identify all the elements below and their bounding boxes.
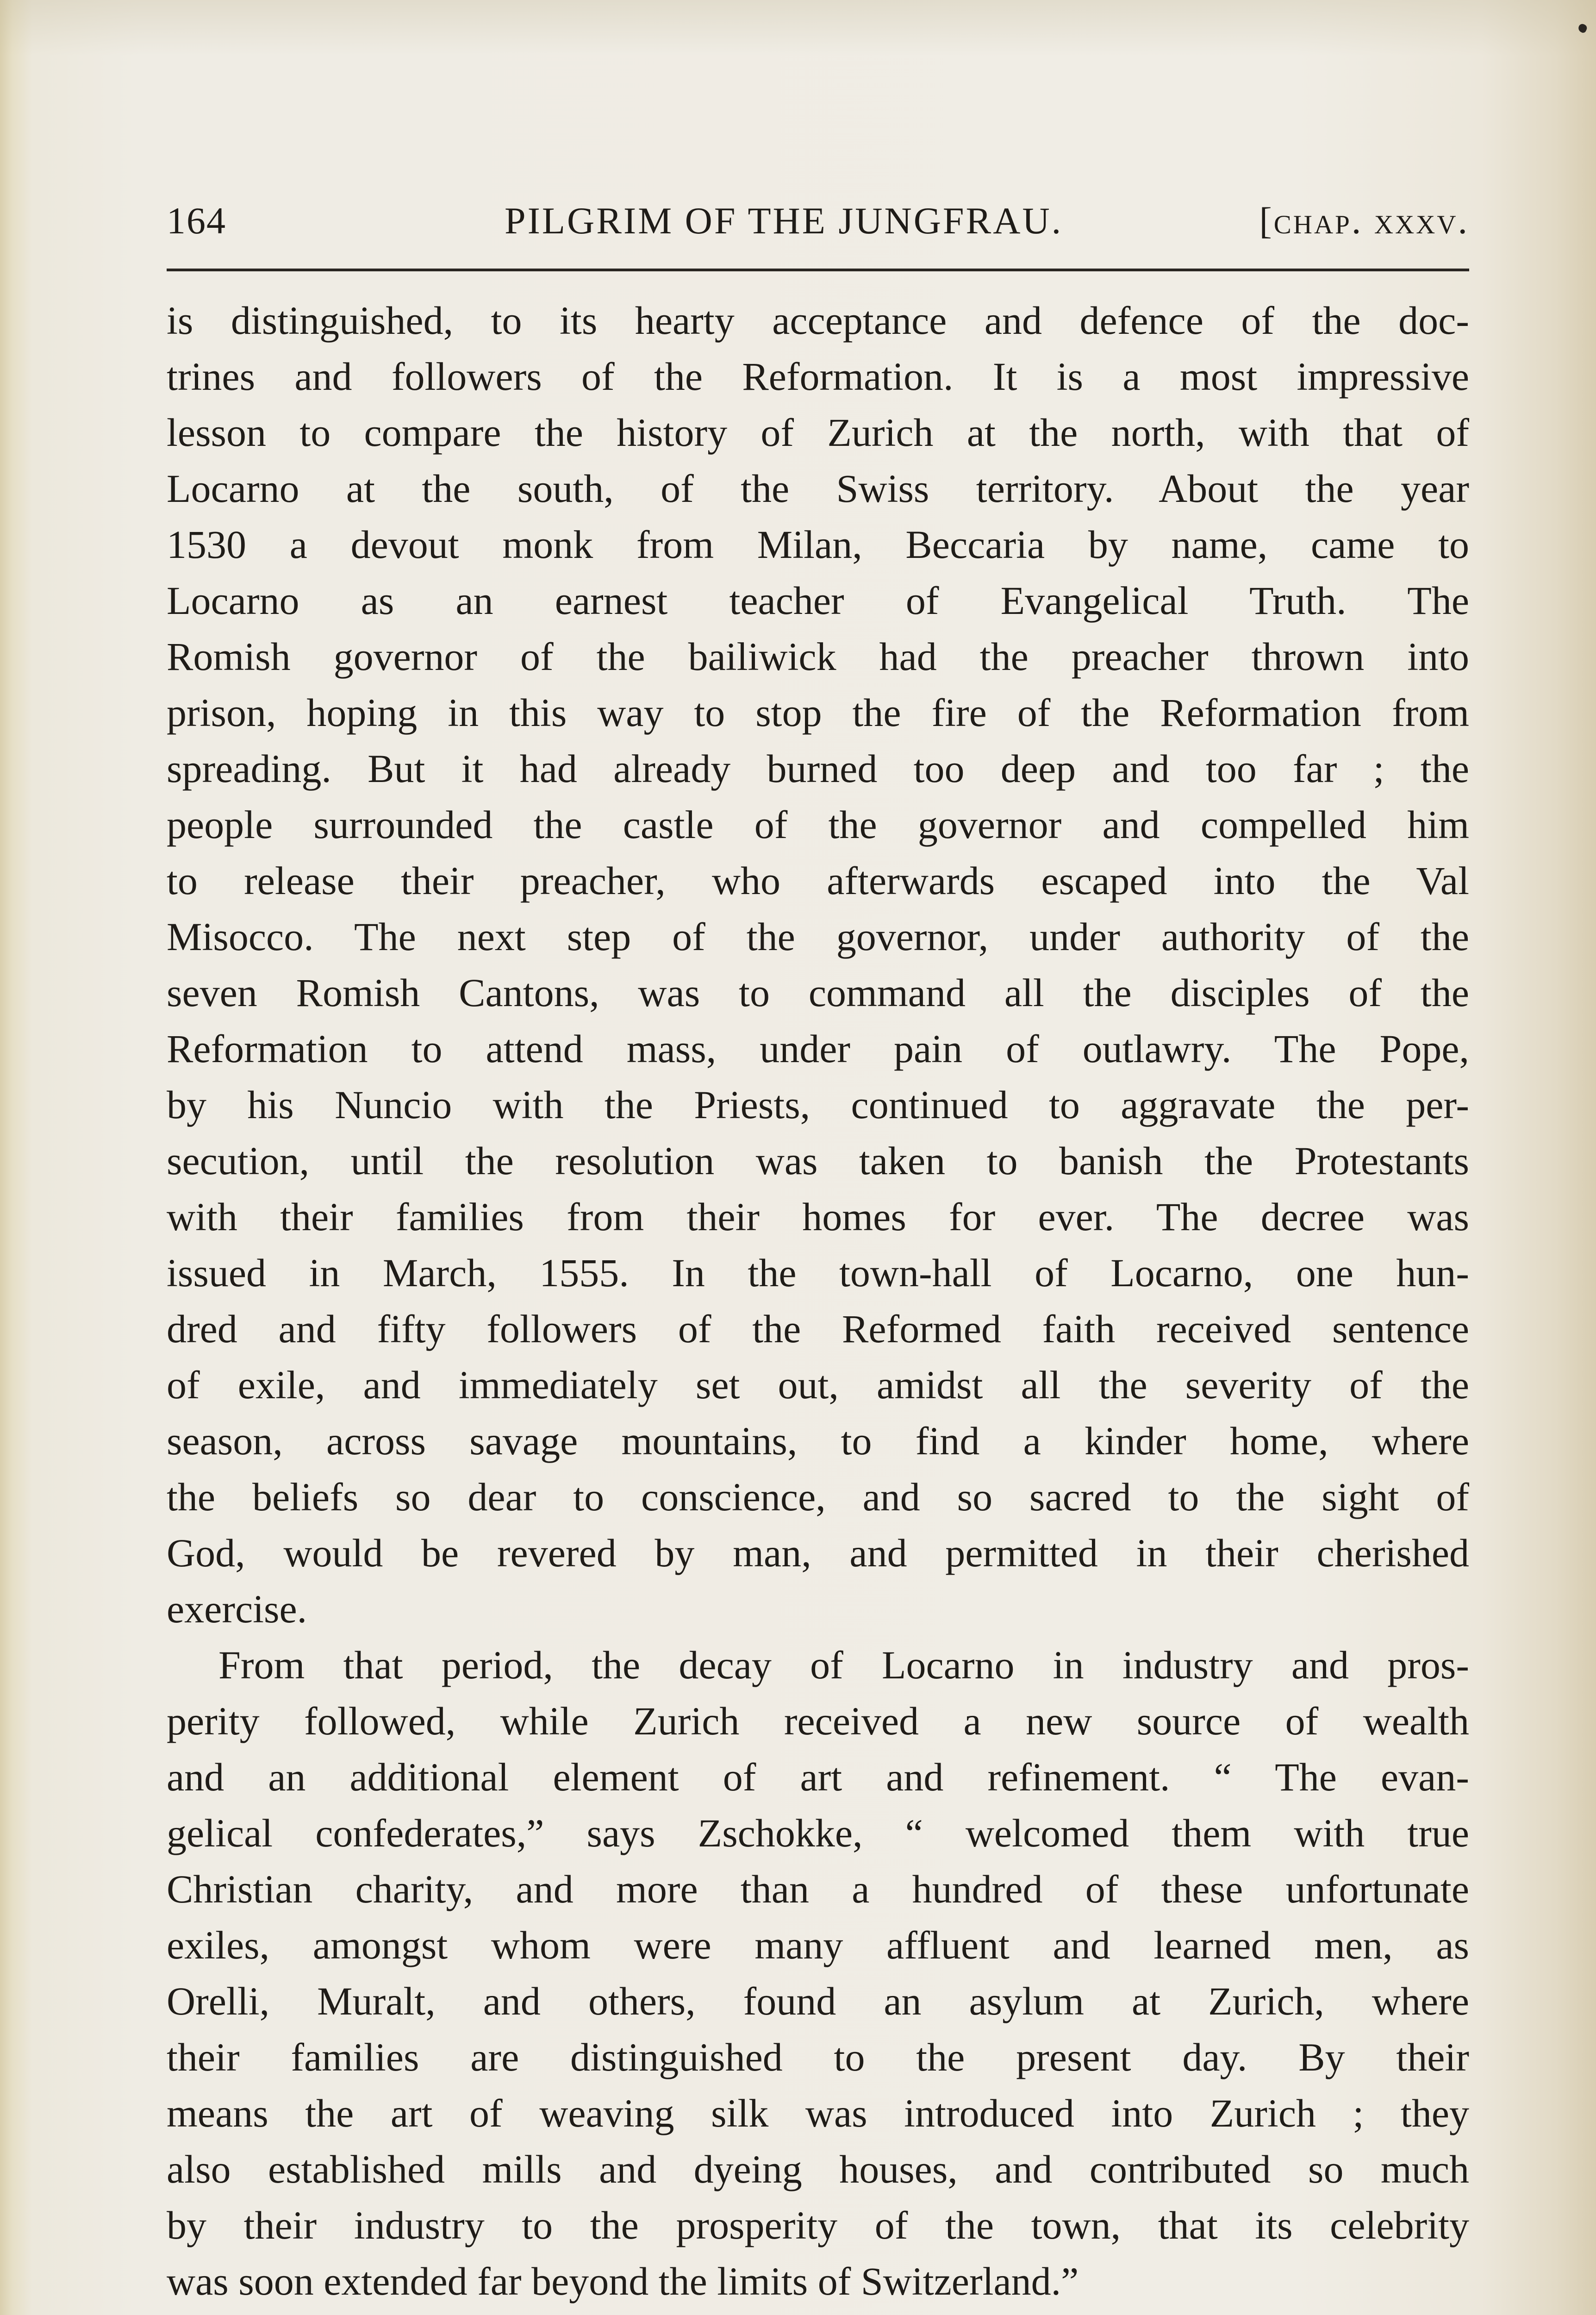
paragraph bbox=[167, 293, 1469, 1637]
text-line: Romish governor of the bailiwick had the preacher thrown into bbox=[167, 634, 1469, 679]
page-number: 164 bbox=[167, 200, 226, 242]
text-line: their families are distinguished to the present day. By their bbox=[167, 2035, 1469, 2079]
text-line: gelical confederates,” says Zschokke, “ welcomed them with true bbox=[167, 1811, 1469, 1855]
text-line: with their families from their homes for ever. The decree was bbox=[167, 1195, 1469, 1239]
text-line: secution, until the resolution was taken to banish the Protestants bbox=[167, 1139, 1469, 1183]
text-line: by their industry to the prosperity of the town, that its celebrity bbox=[167, 2203, 1469, 2247]
book-title: PILGRIM OF THE JUNGFRAU. bbox=[505, 200, 1063, 242]
text-line: means the art of weaving silk was introduced into Zurich ; they bbox=[167, 2091, 1469, 2135]
paragraph bbox=[167, 1637, 1469, 2309]
text-line: of exile, and immediately set out, amidst all the severity of the bbox=[167, 1363, 1469, 1407]
text-line: spreading. But it had already burned too deep and too far ; the bbox=[167, 746, 1469, 791]
text-line: issued in March, 1555. In the town-hall of Locarno, one hun- bbox=[167, 1251, 1469, 1295]
text-line: lesson to compare the history of Zurich at the north, with that of bbox=[167, 410, 1469, 455]
text-line: dred and fifty followers of the Reformed faith received sentence bbox=[167, 1307, 1469, 1351]
text-line: 1530 a devout monk from Milan, Beccaria by name, came to bbox=[167, 522, 1469, 567]
text-line: Christian charity, and more than a hundred of these unfortunate bbox=[167, 1867, 1469, 1911]
text-line: the beliefs so dear to conscience, and so sacred to the sight of bbox=[167, 1475, 1469, 1519]
text-line: to release their preacher, who afterwards escaped into the Val bbox=[167, 858, 1469, 903]
text-line: God, would be revered by man, and permitted in their cherished bbox=[167, 1531, 1469, 1575]
text-line: prison, hoping in this way to stop the fire of the Reformation from bbox=[167, 690, 1469, 735]
chapter-label: [chap. xxxv. bbox=[1259, 200, 1469, 242]
text-line: season, across savage mountains, to find a kinder home, where bbox=[167, 1419, 1469, 1463]
text-line: Misocco. The next step of the governor, under authority of the bbox=[167, 914, 1469, 959]
running-head bbox=[167, 199, 1469, 255]
text-line: Orelli, Muralt, and others, found an asylum at Zurich, where bbox=[167, 1979, 1469, 2023]
header-rule bbox=[167, 269, 1469, 271]
text-line: perity followed, while Zurich received a new source of wealth bbox=[167, 1699, 1469, 1743]
text-line: From that period, the decay of Locarno in industry and pros- bbox=[218, 1643, 1469, 1687]
text-line: Locarno as an earnest teacher of Evangelical Truth. The bbox=[167, 578, 1469, 623]
text-line: also established mills and dyeing houses, and contributed so much bbox=[167, 2147, 1469, 2191]
body-text bbox=[167, 293, 1469, 2315]
text-line: and an additional element of art and refinement. “ The evan- bbox=[167, 1755, 1469, 1799]
text-line: exiles, amongst whom were many affluent and learned men, as bbox=[167, 1923, 1469, 1967]
text-line bbox=[167, 2309, 1469, 2315]
text-line: seven Romish Cantons, was to command all the disciples of the bbox=[167, 970, 1469, 1015]
text-line: Reformation to attend mass, under pain of outlawry. The Pope, bbox=[167, 1026, 1469, 1071]
page-shadow bbox=[0, 0, 1596, 56]
text-line: is distinguished, to its hearty acceptance and defence of the doc- bbox=[167, 298, 1469, 343]
text-line: exercise. bbox=[167, 1587, 307, 1631]
text-line: was soon extended far beyond the limits of Switzerland.” bbox=[167, 2259, 1079, 2303]
text-line: people surrounded the castle of the governor and compelled him bbox=[167, 802, 1469, 847]
text-line: Locarno at the south, of the Swiss territory. About the year bbox=[167, 466, 1469, 511]
text-line: trines and followers of the Reformation. It is a most impressive bbox=[167, 354, 1469, 399]
text-line: by his Nuncio with the Priests, continued to aggravate the per- bbox=[167, 1082, 1469, 1127]
paragraph bbox=[167, 2309, 1469, 2315]
